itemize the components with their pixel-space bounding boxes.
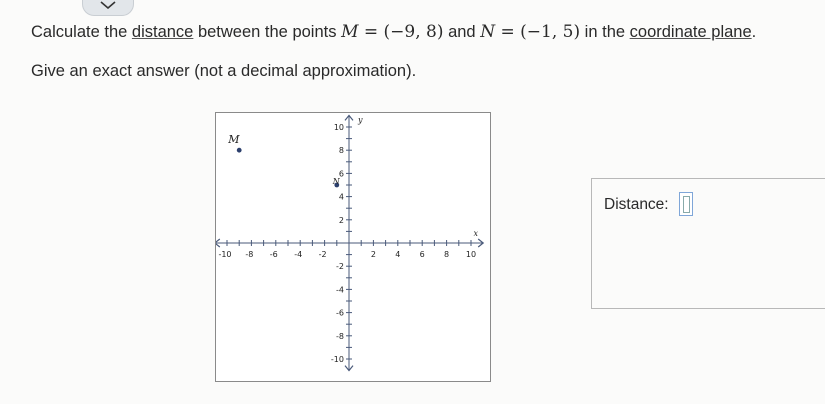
x-tick-label: 6	[419, 250, 425, 259]
distance-label: Distance:	[604, 196, 669, 213]
y-tick-label: 4	[338, 192, 344, 202]
coordinate-plane-link[interactable]: coordinate plane	[629, 23, 752, 41]
question-prefix: Calculate the	[31, 23, 132, 41]
x-axis-label: x	[473, 229, 478, 238]
y-tick-label: 2	[338, 215, 344, 225]
y-tick-label: -10	[330, 355, 344, 364]
question-middle: between the points	[193, 23, 342, 41]
x-tick-label: 4	[395, 250, 401, 259]
point-m	[237, 148, 242, 153]
collapse-tab[interactable]	[82, 0, 134, 16]
question-in-the: in the	[580, 23, 630, 41]
point-m-math: M = (−9, 8)	[341, 22, 444, 42]
point-m-label: M	[228, 133, 240, 147]
x-tick-label: 10	[465, 250, 477, 259]
y-tick-label: -2	[336, 262, 344, 272]
point-n-math: N = (−1, 5)	[480, 22, 581, 42]
point-n-label: N	[332, 177, 340, 186]
y-tick-label: 10	[333, 123, 344, 132]
question-text	[31, 21, 756, 43]
question-period: .	[751, 23, 757, 41]
instruction-text: Give an exact answer (not a decimal approximation).	[31, 62, 417, 80]
y-tick-label: -4	[336, 285, 344, 295]
graph-svg	[216, 113, 490, 381]
y-axis-label: y	[358, 115, 363, 125]
y-tick-label: -8	[336, 331, 344, 341]
x-tick-label: -2	[318, 250, 327, 259]
x-tick-label: -4	[294, 250, 303, 259]
y-tick-label: 8	[338, 146, 344, 156]
distance-link[interactable]: distance	[131, 23, 194, 41]
question-and: and	[443, 23, 481, 41]
x-tick-label: -6	[269, 250, 278, 259]
chevron-down-icon	[100, 1, 116, 9]
y-tick-label: -6	[336, 308, 344, 318]
distance-input[interactable]	[679, 192, 693, 216]
x-tick-label: -10	[218, 250, 232, 259]
input-placeholder-box	[683, 196, 690, 213]
x-tick-label: 8	[444, 250, 450, 259]
x-tick-label: -8	[245, 250, 254, 259]
coordinate-graph	[215, 112, 491, 382]
y-tick-label: 6	[338, 169, 344, 179]
x-tick-label: 2	[370, 250, 376, 259]
answer-panel	[591, 178, 825, 309]
